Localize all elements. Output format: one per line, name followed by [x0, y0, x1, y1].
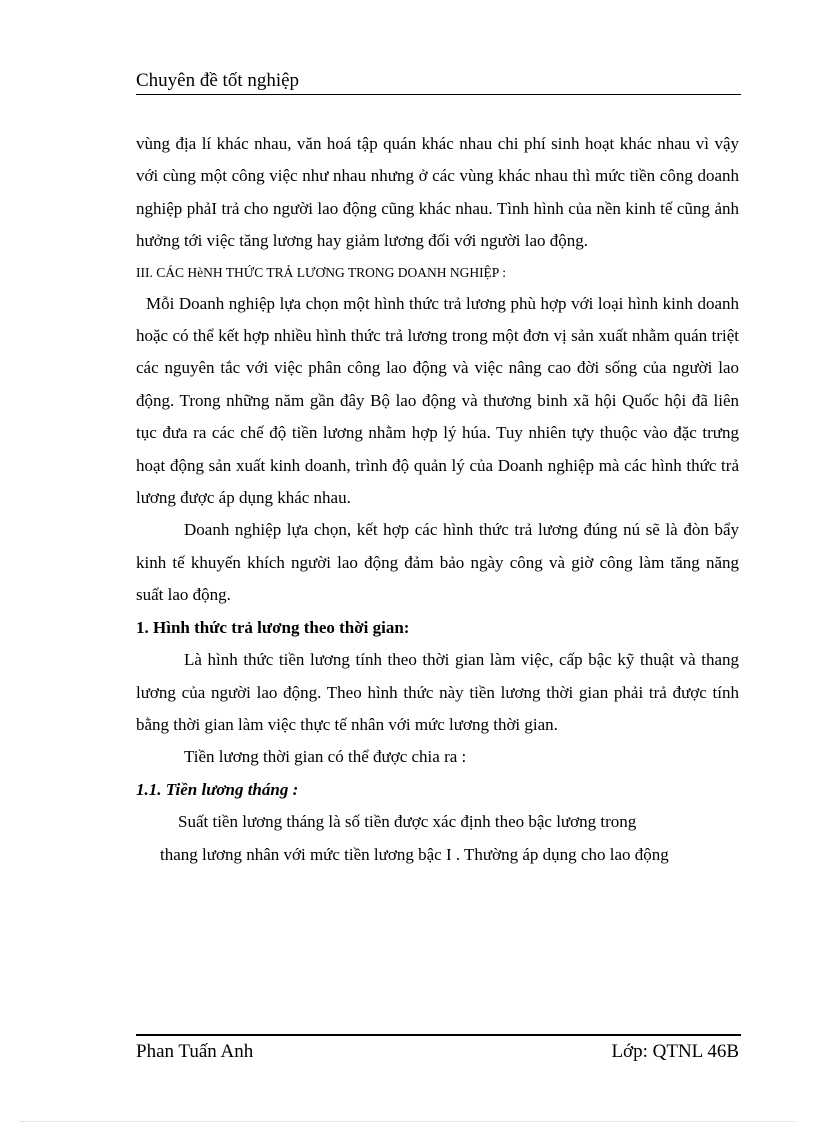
paragraph-time-based: Là hình thức tiền lương tính theo thời gian làm việc, cấp bậc kỹ thuật và thang lương của người lao động. Theo hình thức này tiền lương thời gian phải trả được tính bằng thời gian làm việc thực tế nhân với mức lương thời gian.	[136, 650, 739, 734]
paragraph-monthly	[136, 806, 739, 871]
footer-divider	[136, 1034, 741, 1036]
footer-author: Phan Tuấn Anh	[136, 1041, 254, 1062]
paragraph-divide: Tiền lương thời gian có thể được chia ra :	[184, 747, 467, 767]
footer-class-label: Lớp: QTNL 46B	[611, 1041, 739, 1062]
document-body	[136, 128, 739, 871]
page-bottom-edge	[20, 1121, 796, 1122]
page-header-title: Chuyên đề tốt nghiệp	[136, 70, 300, 91]
section-heading-iii: III. CÁC HèNH THỨC TRẢ LƯƠNG TRONG DOANH NGHIỆP :	[136, 264, 506, 280]
header-divider	[136, 94, 741, 95]
paragraph-section: Mỗi Doanh nghiệp lựa chọn một hình thức trả lương phù hợp với loại hình kinh doanh hoặc có thể kết hợp nhiều hình thức trả lương trong một đơn vị sản xuất nhằm quán triệt các nguyên tắc với việc phân công lao động và việc nâng cao đời sống của người lao động. Trong những năm gần đây Bộ lao động và thương binh xã hội Quốc hội đã liên tục đưa ra các chế độ tiền lương nhằm hợp lý húa. Tuy nhiên tựy thuộc vào đặc trưng hoạt động sản xuất kinh doanh, trình độ quản lý của Doanh nghiệp mà các hình thức trả lương được áp dụng khác nhau.	[136, 293, 739, 508]
subheading-time-based-pay: 1. Hình thức trả lương theo thời gian:	[136, 617, 410, 637]
paragraph-choice: Doanh nghiệp lựa chọn, kết hợp các hình thức trả lương đúng nú sẽ là đòn bẩy kinh tế khuyến khích người lao động đảm bảo ngày công và giờ công làm tăng năng suất lao động.	[136, 520, 739, 605]
paragraph-monthly-line-1: Suất tiền lương tháng là số tiền được xác định theo bậc lương trong	[178, 812, 637, 832]
paragraph-intro: vùng địa lí khác nhau, văn hoá tập quán khác nhau chi phí sinh hoạt khác nhau vì vậy với cùng một công việc như nhau nhưng ở các vùng khác nhau thì mức tiền công doanh nghiệp phảI trả cho người lao động cũng khác nhau. Tình hình của nền kinh tế cũng ảnh hưởng tới việc tăng lương hay giảm lương đối với người lao động.	[136, 134, 739, 251]
paragraph-monthly-line-2: thang lương nhân với mức tiền lương bậc I . Thường áp dụng cho lao động	[160, 844, 669, 864]
subheading-monthly-pay: 1.1. Tiền lương tháng :	[136, 779, 299, 799]
